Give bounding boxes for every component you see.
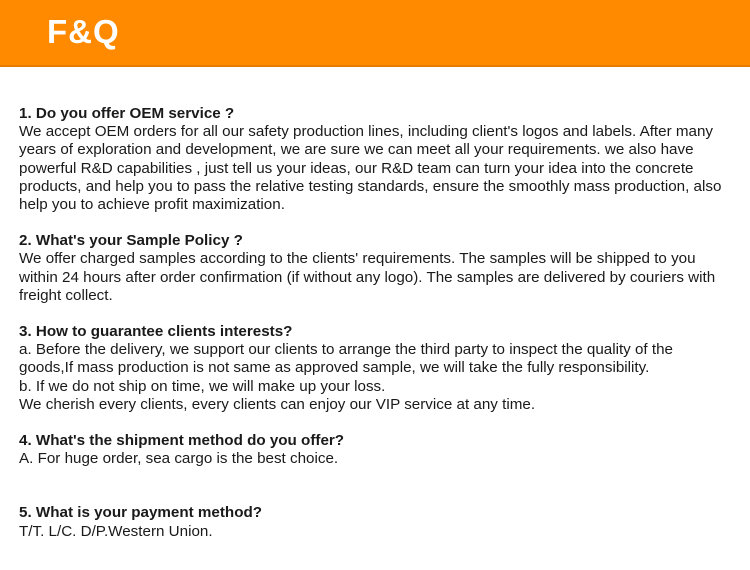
faq-answer: We offer charged samples according to the clients' requirements. The samples will be shipped to you within 24 hours after order confirmation (if without any logo). The samples are delivered by couriers with freight collect. [19,250,716,304]
faq-question: 1. Do you offer OEM service ? [19,105,235,122]
faq-item-sample-policy [19,232,731,305]
faq-question: 4. What's the shipment method do you offer? [19,432,345,450]
faq-content [19,105,731,541]
faq-item-shipment [19,432,731,468]
faq-item-guarantee [19,323,731,414]
page-title: F&Q [47,13,120,50]
faq-answer: b. If we do not ship on time, we will make up your loss. [19,377,386,395]
faq-question: 2. What's your Sample Policy ? [19,232,243,250]
faq-item-payment [19,504,731,540]
faq-answer: T/T. L/C. D/P.Western Union. [19,522,213,540]
faq-answer: We cherish every clients, every clients can enjoy our VIP service at any time. [19,395,536,413]
faq-item-oem [19,105,731,214]
faq-question: 5. What is your payment method? [19,504,263,522]
faq-answer: a. Before the delivery, we support our clients to arrange the third party to inspect the quality of the goods,If mass production is not same as approved sample, we will take the fully responsibility. [19,341,673,377]
faq-answer: A. For huge order, sea cargo is the best choice. [19,450,339,468]
faq-answer: We accept OEM orders for all our safety production lines, including client's logos and labels. After many years of exploration and development, we are sure we can meet all your requirements. we also have powerful R&D capabilities , just tell us your ideas, our R&D team can turn your idea into the concrete products, and help you to pass the relative testing standards, ensure the smoothly mass production, also help you to achieve profit maximization. [19,123,722,214]
header-banner [0,0,750,67]
faq-question: 3. How to guarantee clients interests? [19,323,293,341]
